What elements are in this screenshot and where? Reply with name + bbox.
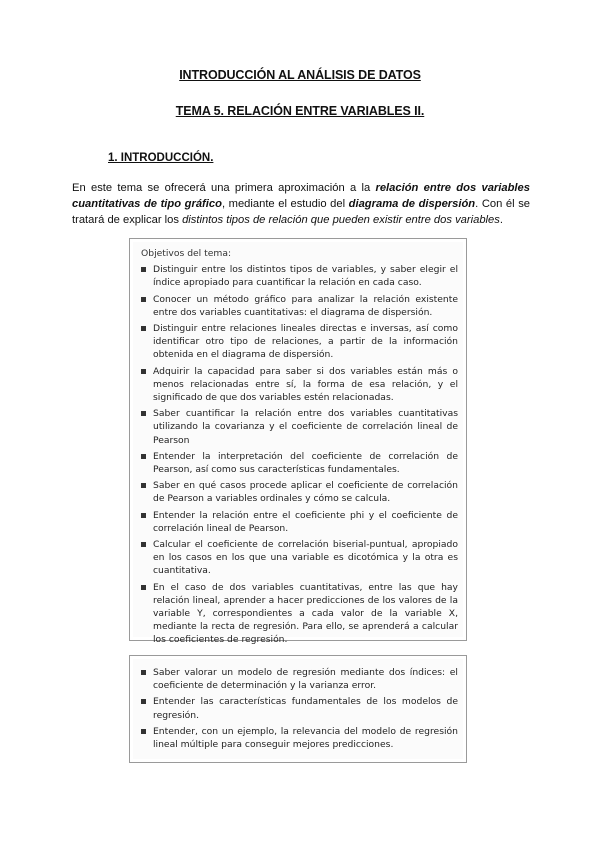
section-heading: 1. INTRODUCCIÓN. [108,152,214,164]
objectives-list [130,263,466,646]
intro-text-2: , mediante el estudio del [221,197,349,210]
intro-text-1: En este tema se ofrecerá una primera aproximación a la [72,182,376,194]
objective-item: Calcular el coeficiente de correlación biserial-puntual, apropiado en los casos en los que una variable es dicotómica y la otra es cuantitativa. [141,538,458,578]
objective-item: Entender la relación entre el coeficiente phi y el coeficiente de correlación lineal de Pearson. [141,509,458,535]
objectives-box-continued [129,655,467,763]
objective-item: Saber en qué casos procede aplicar el coeficiente de correlación de Pearson a variables ordinales y cómo se calcula. [141,479,458,505]
intro-emphasis-diagram: diagrama de dispersión [348,197,476,210]
objectives-list-continued [130,656,466,751]
objective-item: Distinguir entre los distintos tipos de variables, y saber elegir el índice apropiado para cuantificar la relación en cada caso. [141,263,458,289]
objective-item: Saber cuantificar la relación entre dos variables cuantitativas utilizando la covarianza y el coeficiente de correlación lineal de Pearson [141,407,458,447]
intro-text-3: . Con él se tratará de explicar los [72,197,531,226]
document-title: INTRODUCCIÓN AL ANÁLISIS DE DATOS [179,68,421,82]
objective-item: Saber valorar un modelo de regresión mediante dos índices: el coeficiente de determinación y la varianza error. [141,666,458,692]
objective-item: Conocer un método gráfico para analizar la relación existente entre dos variables cuantitativas: el diagrama de dispersión. [141,293,458,319]
document-subtitle: TEMA 5. RELACIÓN ENTRE VARIABLES II. [175,104,425,118]
intro-emphasis-relation: relación entre dos variables cuantitativas de tipo gráfico [72,182,530,210]
intro-paragraph [72,181,530,228]
objective-item: Entender, con un ejemplo, la relevancia del modelo de regresión lineal múltiple para conseguir mejores predicciones. [141,725,458,751]
objectives-header: Objetivos del tema: [141,248,232,259]
objective-item: Entender la interpretación del coeficiente de correlación de Pearson, así como sus características fundamentales. [141,450,458,476]
objective-item: Adquirir la capacidad para saber si dos variables están más o menos relacionadas entre sí, la forma de esa relación, y el significado de que dos variables estén relacionadas. [141,365,458,405]
intro-italic-types: distintos tipos de relación que pueden existir entre dos variables [182,213,500,226]
intro-text-4: . [499,213,503,226]
objectives-box [129,238,467,646]
objective-item: Distinguir entre relaciones lineales directas e inversas, así como identificar otro tipo de relaciones, a partir de la información obtenida en el diagrama de dispersión. [141,322,458,362]
objective-item: Entender las características fundamentales de los modelos de regresión. [141,695,458,721]
objective-item: En el caso de dos variables cuantitativas, entre las que hay relación lineal, aprender a hacer predicciones de los valores de la variable Y, correspondientes a cada valor de la variable X, mediante la recta de regresión. Para ello, se aprenderá a calcular los coeficientes de regresión. [141,581,458,647]
